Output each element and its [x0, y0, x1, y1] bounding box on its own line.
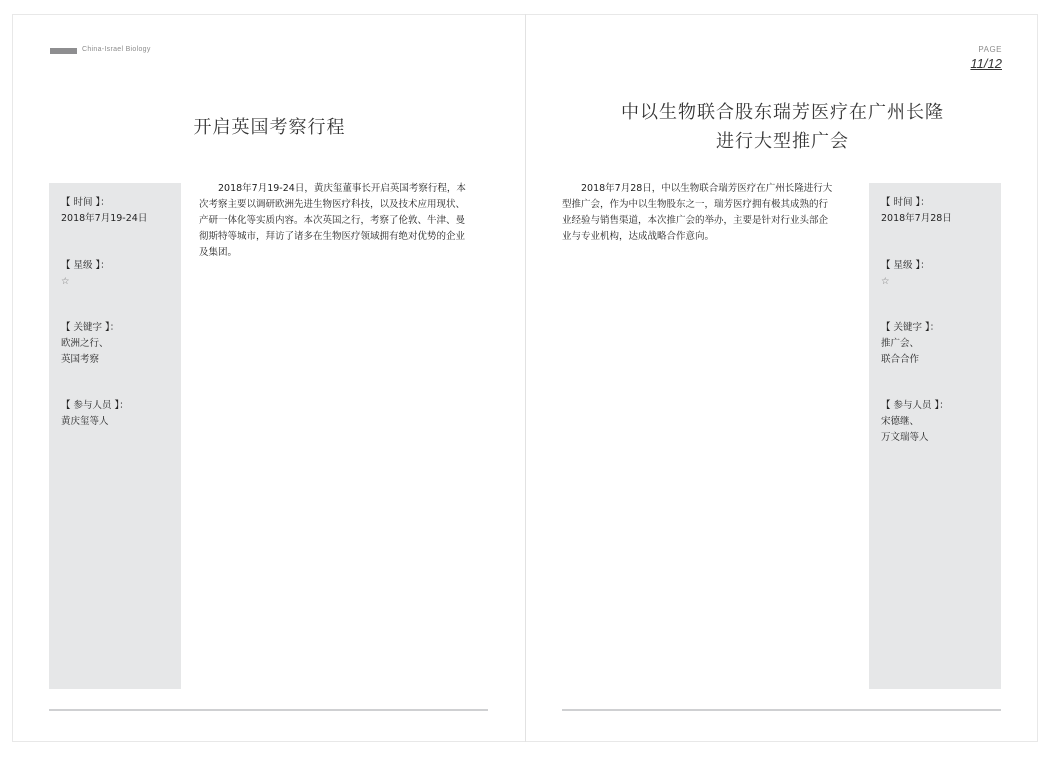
participants-field	[61, 398, 129, 430]
level-label: 【 星级 】：	[881, 260, 930, 271]
participant: 万文瑞等人	[881, 432, 929, 443]
left-info-sidebar	[49, 183, 181, 689]
star-icon: ☆	[881, 276, 890, 287]
header-accent-bar	[50, 48, 77, 54]
keyword: 推广会、	[881, 338, 920, 349]
body-line: 及集团。	[199, 247, 238, 258]
participant: 宋德继、	[881, 416, 920, 427]
left-footer-rule	[49, 709, 488, 711]
right-info-sidebar	[869, 183, 1001, 689]
right-article-body	[562, 181, 852, 245]
time-label: 【 时间 】：	[61, 197, 110, 208]
keyword: 欧洲之行、	[61, 338, 109, 349]
page-label: PAGE	[978, 45, 1002, 54]
time-value: 2018年7月28日	[881, 213, 952, 224]
left-article-title: 开启英国考察行程	[193, 117, 346, 138]
participants-label: 【 参与人员 】：	[61, 400, 129, 411]
right-article-title	[600, 98, 965, 156]
level-field	[881, 258, 930, 290]
keyword: 英国考察	[61, 354, 100, 365]
title-line: 进行大型推广会	[716, 131, 849, 152]
body-line: 2018年7月28日，中以生物联合瑞芳医疗在广州长隆进行大	[562, 183, 833, 194]
body-line: 产研一体化等实质内容。本次英国之行，考察了伦敦、牛津、曼	[199, 215, 466, 226]
body-line: 业与专业机构，达成战略合作意向。	[562, 231, 715, 242]
star-icon: ☆	[61, 276, 70, 287]
right-footer-rule	[562, 709, 1001, 711]
keywords-field	[61, 320, 119, 368]
time-field	[61, 195, 147, 227]
participants-label: 【 参与人员 】：	[881, 400, 949, 411]
keywords-label: 【 关键字 】：	[881, 322, 940, 333]
participant: 黄庆玺等人	[61, 416, 109, 427]
page-number: 11/12	[970, 56, 1002, 71]
body-line: 次考察主要以调研欧洲先进生物医疗科技，以及技术应用现状、	[199, 199, 466, 210]
level-field	[61, 258, 110, 290]
header-brand: China-Israel Biology	[82, 46, 151, 53]
keywords-field	[881, 320, 939, 368]
participants-field	[881, 398, 949, 446]
time-value: 2018年7月19-24日	[61, 213, 148, 224]
body-line: 型推广会，作为中以生物股东之一，瑞芳医疗拥有极其成熟的行	[562, 199, 829, 210]
time-label: 【 时间 】：	[881, 197, 930, 208]
page-gutter	[525, 14, 526, 742]
body-line: 业经验与销售渠道，本次推广会的举办，主要是针对行业头部企	[562, 215, 829, 226]
level-label: 【 星级 】：	[61, 260, 110, 271]
body-line: 2018年7月19-24日，黄庆玺董事长开启英国考察行程，本	[199, 183, 466, 194]
time-field	[881, 195, 952, 227]
body-line: 彻斯特等城市，拜访了诸多在生物医疗领域拥有绝对优势的企业	[199, 231, 466, 242]
keyword: 联合合作	[881, 354, 920, 365]
left-article-body	[199, 181, 487, 261]
keywords-label: 【 关键字 】：	[61, 322, 120, 333]
title-line: 中以生物联合股东瑞芳医疗在广州长隆	[621, 102, 944, 123]
